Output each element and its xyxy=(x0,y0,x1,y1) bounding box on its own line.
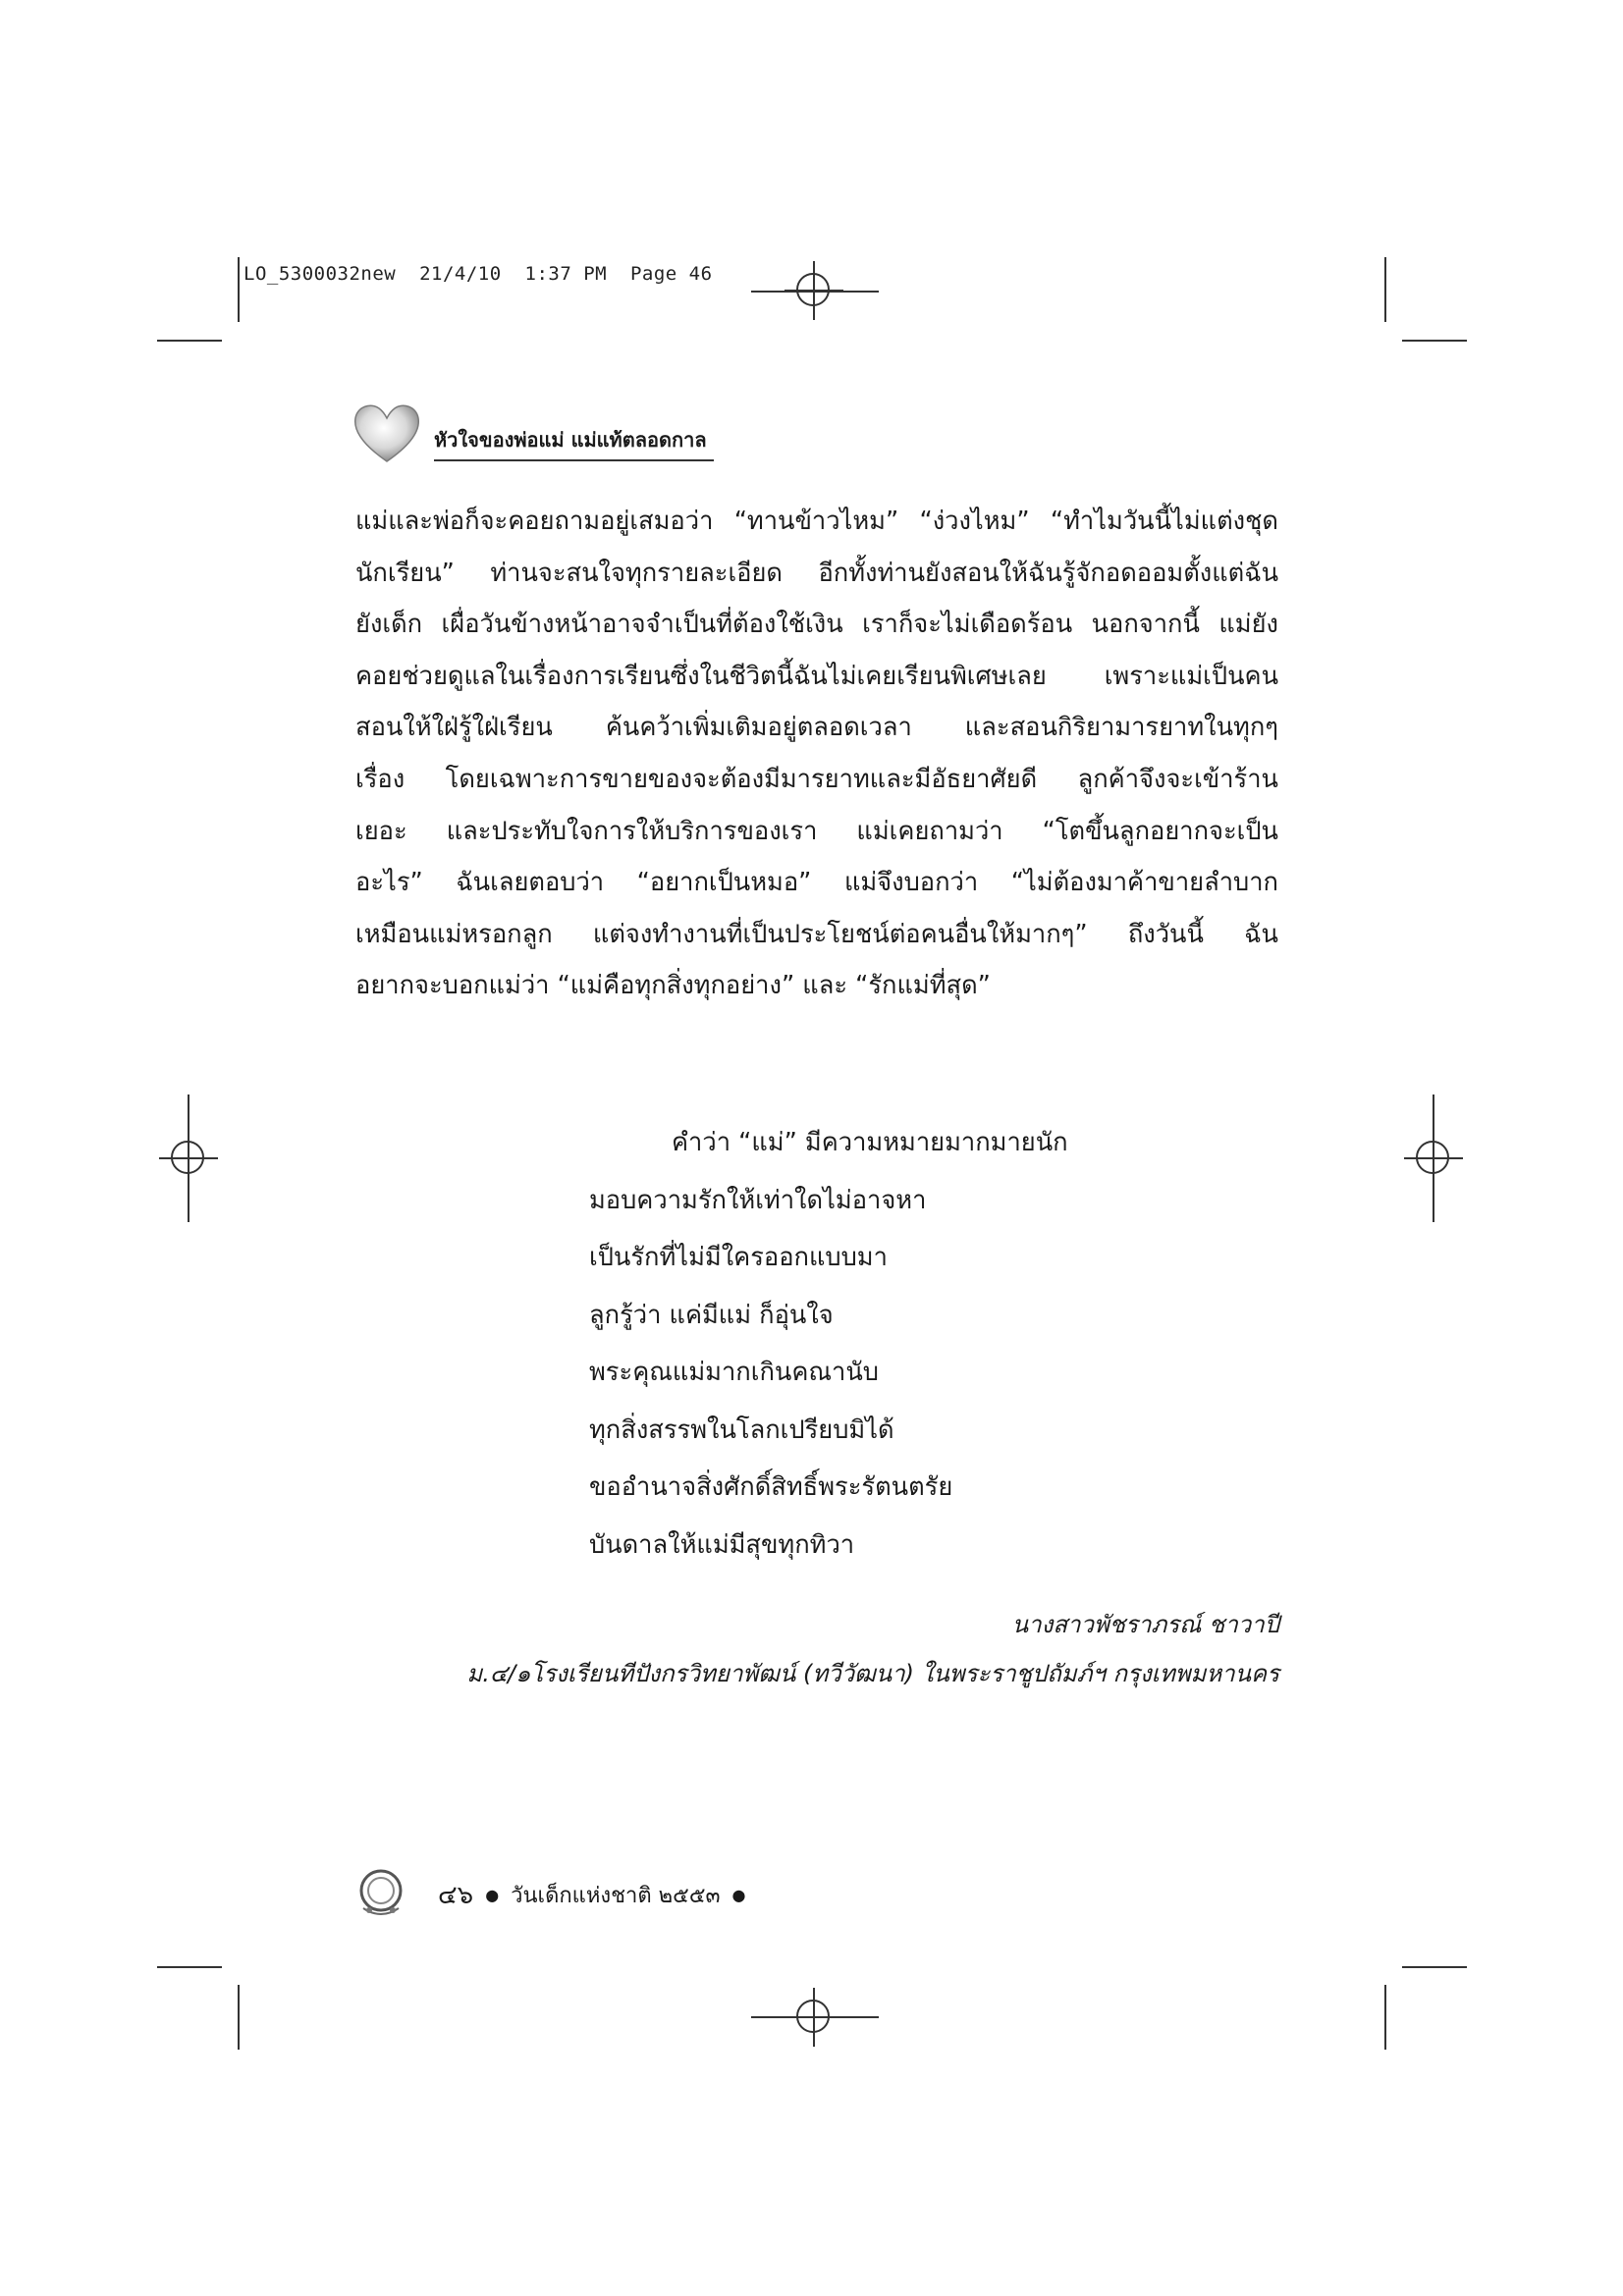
crop-mark xyxy=(157,340,222,342)
header-title: หัวใจของพ่อแม่ แม่แท้ตลอดกาล xyxy=(434,424,714,461)
poem xyxy=(589,1114,1139,1574)
body-line: คอยช่วยดูแลในเรื่องการเรียนซึ่งในชีวิตนี้ฉันไม่เคยเรียนพิเศษเลย เพราะแม่เป็นคน xyxy=(355,661,1278,691)
poem-line: ขออำนาจสิ่งศักดิ์สิทธิ์พระรัตนตรัย xyxy=(589,1472,953,1502)
author-name: นางสาวพัชราภรณ์ ชาวาปี xyxy=(1011,1611,1279,1638)
crop-mark xyxy=(157,1966,222,1968)
bullet-icon: ● xyxy=(485,1886,500,1904)
crop-mark xyxy=(238,1985,240,2050)
body-line: ยังเด็ก เผื่อวันข้างหน้าอาจจำเป็นที่ต้องใช้เงิน เราก็จะไม่เดือดร้อน นอกจากนี้ แม่ยัง xyxy=(355,610,1278,640)
poem-line: มอบความรักให้เท่าใดไม่อาจหา xyxy=(589,1185,927,1215)
crop-mark xyxy=(1402,1966,1467,1968)
crop-mark xyxy=(1384,257,1386,322)
registration-mark-top xyxy=(784,261,843,320)
heart-icon xyxy=(352,400,422,465)
poem-line: พระคุณแม่มากเกินคณานับ xyxy=(589,1358,879,1387)
poem-line: บันดาลให้แม่มีสุขทุกทิวา xyxy=(589,1529,855,1560)
poem-line: คำว่า “แม่” มีความหมายมากมายนัก xyxy=(672,1128,1068,1157)
body-line: เหมือนแม่หรอกลูก แต่จงทำงานที่เป็นประโยชน์ต่อคนอื่นให้มากๆ” ถึงวันนี้ ฉัน xyxy=(355,919,1278,949)
printer-slug: LO_5300032new 21/4/10 1:37 PM Page 46 xyxy=(243,263,713,285)
emblem-icon xyxy=(353,1865,408,1920)
crop-mark xyxy=(1402,340,1467,342)
crop-mark xyxy=(238,257,240,322)
crop-mark xyxy=(188,1095,189,1222)
bullet-icon: ● xyxy=(731,1886,746,1904)
footer-title: วันเด็กแห่งชาติ ๒๕๕๓ xyxy=(511,1884,721,1908)
body-text xyxy=(355,496,1278,1012)
body-line: เรื่อง โดยเฉพาะการขายของจะต้องมีมารยาทและมีอัธยาศัยดี ลูกค้าจึงจะเข้าร้าน xyxy=(355,764,1278,794)
body-line: นักเรียน” ท่านจะสนใจทุกรายละเอียด อีกทั้งท่านยังสอนให้ฉันรู้จักอดออมตั้งแต่ฉัน xyxy=(355,558,1278,588)
body-line: สอนให้ใฝ่รู้ใฝ่เรียน ค้นคว้าเพิ่มเติมอยู่ตลอดเวลา และสอนกิริยามารยาทในทุกๆ xyxy=(355,713,1278,743)
author-school: ม.๔/๑โรงเรียนทีปังกรวิทยาพัฒน์ (ทวีวัฒนา) ในพระราชูปถัมภ์ฯ กรุงเทพมหานคร xyxy=(466,1660,1279,1687)
crop-mark xyxy=(1384,1985,1386,2050)
poem-line: ลูกรู้ว่า แค่มีแม่ ก็อุ่นใจ xyxy=(589,1300,834,1330)
registration-mark-bottom xyxy=(784,1988,843,2047)
body-line: แม่และพ่อก็จะคอยถามอยู่เสมอว่า “ทานข้าวไหม” “ง่วงไหม” “ทำไมวันนี้ไม่แต่งชุด xyxy=(355,507,1278,536)
body-line: อะไร” ฉันเลยตอบว่า “อยากเป็นหมอ” แม่จึงบอกว่า “ไม่ต้องมาค้าขายลำบาก xyxy=(355,868,1278,898)
crop-mark xyxy=(1433,1095,1434,1222)
page-number: ๔๖ xyxy=(438,1881,474,1910)
body-line: อยากจะบอกแม่ว่า “แม่คือทุกสิ่งทุกอย่าง” และ “รักแม่ที่สุด” xyxy=(355,971,991,1001)
poem-line: เป็นรักที่ไม่มีใครออกแบบมา xyxy=(589,1243,888,1272)
poem-line: ทุกสิ่งสรรพในโลกเปรียบมิได้ xyxy=(589,1415,894,1445)
page-footer xyxy=(438,1875,745,1915)
body-line: เยอะ และประทับใจการให้บริการของเรา แม่เคยถามว่า “โตขึ้นลูกอยากจะเป็น xyxy=(355,816,1278,846)
